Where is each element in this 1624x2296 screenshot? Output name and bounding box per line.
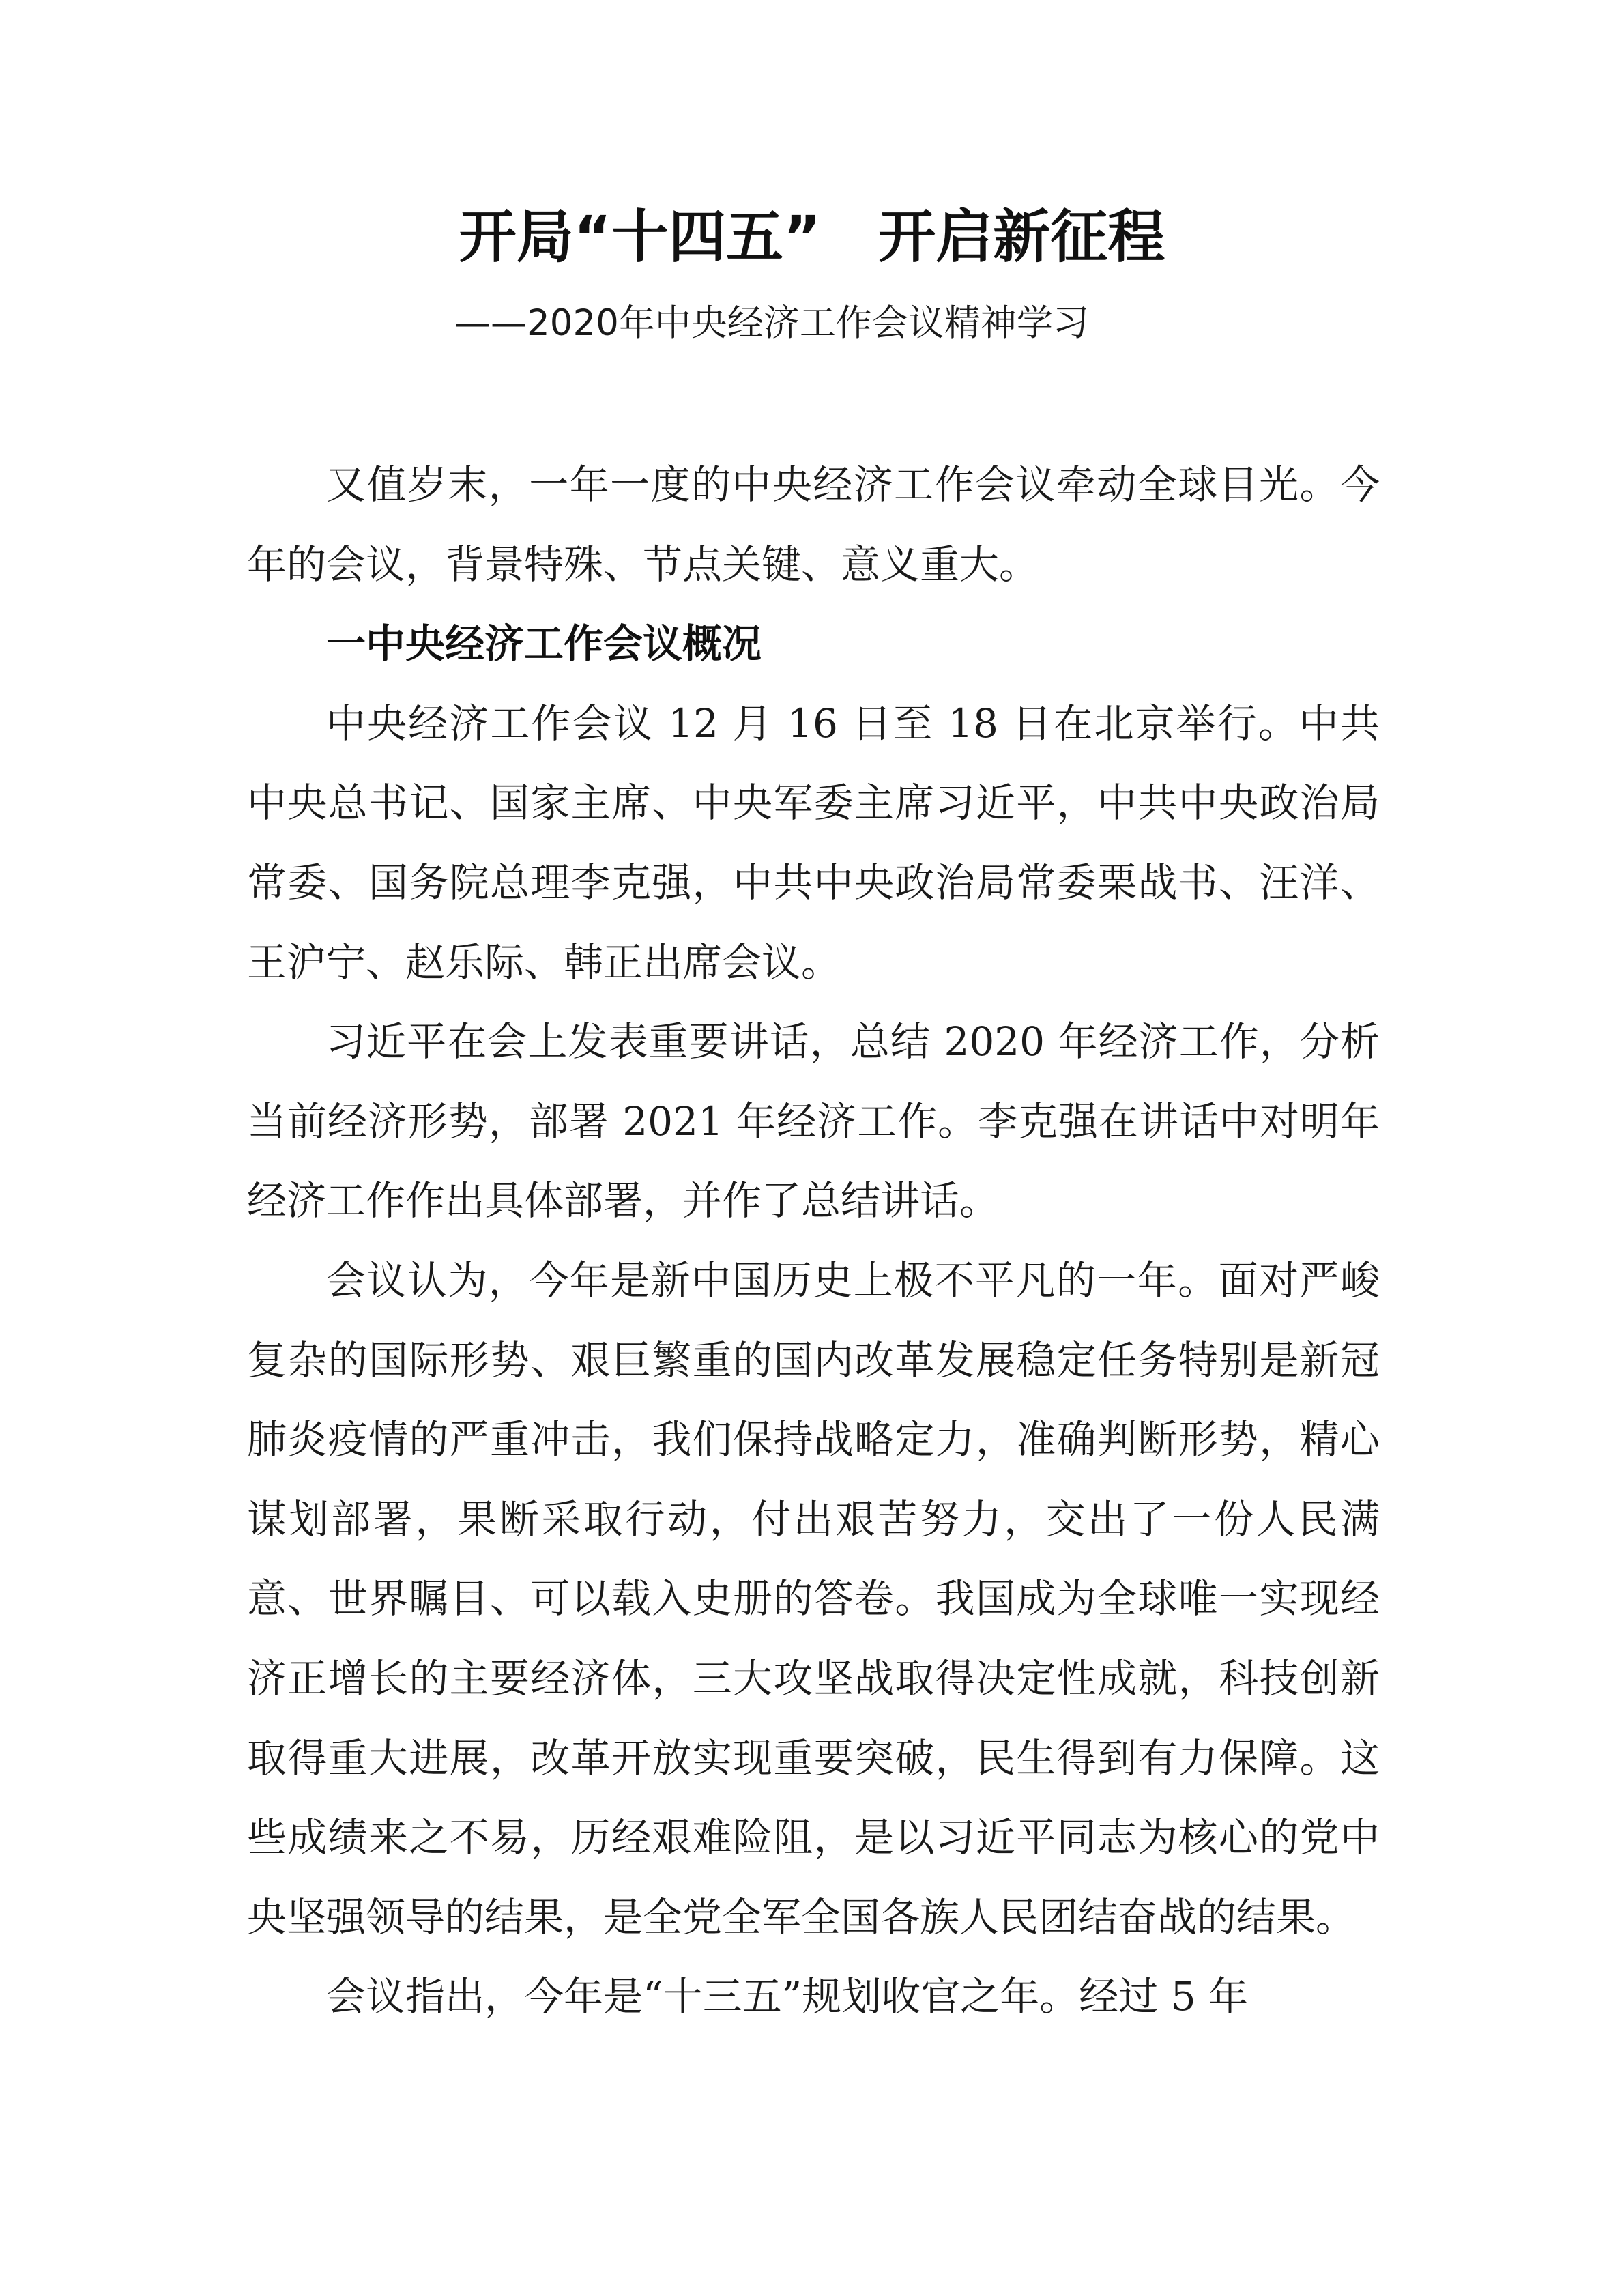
paragraph-plan-conclusion: 会议指出，今年是“十三五”规划收官之年。经过 5 年 (326, 1973, 1249, 2020)
document-subtitle: ——2020年中央经济工作会议精神学习 (454, 302, 1089, 344)
paragraph-meeting-overview: 中央经济工作会议 12 月 16 日至 18 日在北京举行。中共中央总书记、国家主席、中央军委主席习近平，中共中央政治局常委、国务院总理李克强，中共中央政治局常委栗战书、汪洋、王沪宁、赵乐际、韩正出席会议。 (247, 700, 1380, 986)
document-title: 开局“十四五” 开启新征程 (459, 203, 1165, 270)
paragraph-year-review: 会议认为，今年是新中国历史上极不平凡的一年。面对严峻复杂的国际形势、艰巨繁重的国内改革发展稳定任务特别是新冠肺炎疫情的严重冲击，我们保持战略定力，准确判断形势，精心谋划部署，果断采取行动，付出艰苦努力，交出了一份人民满意、世界瞩目、可以载入史册的答卷。我国成为全球唯一实现经济正增长的主要经济体，三大攻坚战取得决定性成就，科技创新取得重大进展，改革开放实现重要突破，民生得到有力保障。这些成绩来之不易，历经艰难险阻，是以习近平同志为核心的党中央坚强领导的结果，是全党全军全国各族人民团结奋战的结果。 (247, 1257, 1380, 1940)
section-heading: 一中央经济工作会议概况 (326, 620, 762, 668)
paragraph-speech-summary: 习近平在会上发表重要讲话，总结 2020 年经济工作，分析当前经济形势，部署 2021 年经济工作。李克强在讲话中对明年经济工作作出具体部署，并作了总结讲话。 (247, 1018, 1380, 1224)
intro-paragraph: 又值岁末，一年一度的中央经济工作会议牵动全球目光。今年的会议，背景特殊、节点关键、意义重大。 (247, 461, 1380, 588)
document-body (247, 445, 1380, 2037)
